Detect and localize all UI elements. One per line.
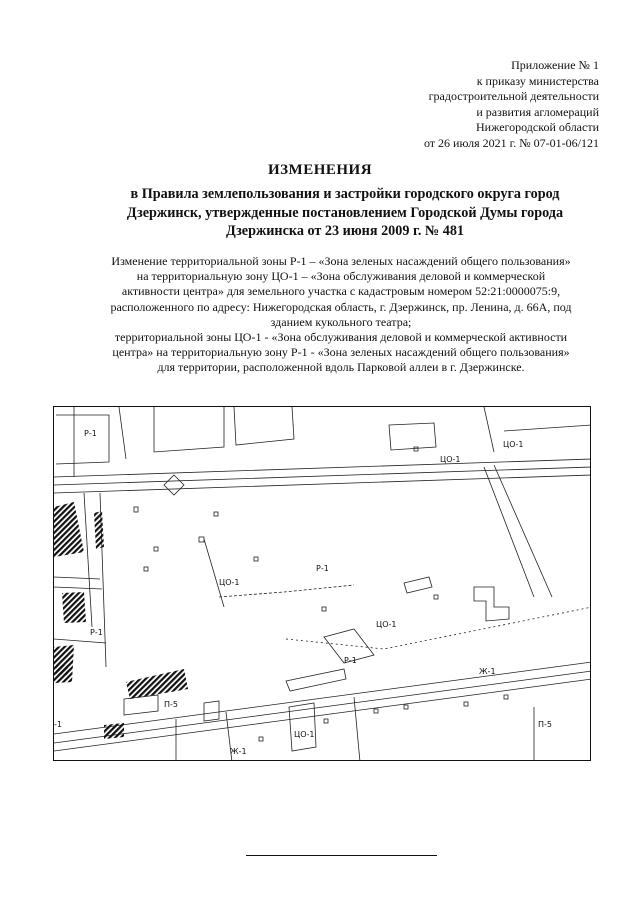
zone-label-p5-right: П-5 <box>538 720 552 729</box>
appendix-line: к приказу министерства <box>476 73 599 88</box>
zone-label-p1-small: Р-1 <box>344 656 357 665</box>
zone-label-one-left: -1 <box>54 720 62 729</box>
subtitle-line: Дзержинск, утвержденные постановлением Городской Думы города <box>126 204 564 221</box>
description-line: территориальной зоны ЦО-1 - «Зона обслуживания деловой и коммерческой активности <box>114 330 568 345</box>
zone-label-co1-top-right: ЦО-1 <box>503 440 524 449</box>
zone-label-zh1-bottom: Ж-1 <box>230 747 247 756</box>
document-subtitle <box>90 185 600 241</box>
appendix-line: Приложение № 1 <box>511 58 599 72</box>
appendix-line: Нижегородской области <box>475 120 599 134</box>
zone-label-co1-center: ЦО-1 <box>376 620 397 629</box>
document-title: ИЗМЕНЕНИЯ <box>267 162 373 178</box>
zone-label-zh1-right: Ж-1 <box>479 667 496 676</box>
zone-label-co1-bottom: ЦО-1 <box>294 730 315 739</box>
description-line: активности центра» для земельного участка с кадастровым номером 52:21:0000075:9, <box>121 284 561 299</box>
zone-label-p1-top: Р-1 <box>84 429 97 438</box>
description-line: центра» на территориальную зону Р-1 - «Зона зеленых насаждений общего пользования» <box>112 345 570 360</box>
appendix-header <box>424 58 599 151</box>
description-line: расположенного по адресу: Нижегородская область, г. Дзержинск, пр. Ленина, д. 66А, под <box>110 299 572 314</box>
subtitle-line: в Правила землепользования и застройки городского округа город <box>130 186 560 202</box>
zone-label-p5-left: П-5 <box>164 700 178 709</box>
description-line: зданием кукольного театра; <box>270 314 412 329</box>
appendix-line: градостроительной деятельности <box>428 89 599 103</box>
appendix-line: от 26 июля 2021 г. № 07-01-06/121 <box>423 135 599 150</box>
signature-line <box>246 855 437 856</box>
change-description <box>78 254 604 376</box>
zone-label-p1-left: Р-1 <box>90 628 103 637</box>
zoning-map <box>53 406 591 761</box>
zone-label-p1-center: Р-1 <box>316 564 329 573</box>
zoning-map-drawing <box>54 407 591 761</box>
description-line: Изменение территориальной зоны Р-1 – «Зона зеленых насаждений общего пользования» <box>111 254 571 268</box>
appendix-line: и развития агломераций <box>476 104 599 119</box>
description-line: для территории, расположенной вдоль Парковой аллеи в г. Дзержинске. <box>157 360 525 375</box>
zone-label-co1-left: ЦО-1 <box>219 578 240 587</box>
description-line: на территориальную зону ЦО-1 – «Зона обслуживания деловой и коммерческой <box>136 269 546 284</box>
zone-label-co1-top: ЦО-1 <box>440 455 461 464</box>
subtitle-line: Дзержинска от 23 июня 2009 г. № 481 <box>225 223 465 239</box>
